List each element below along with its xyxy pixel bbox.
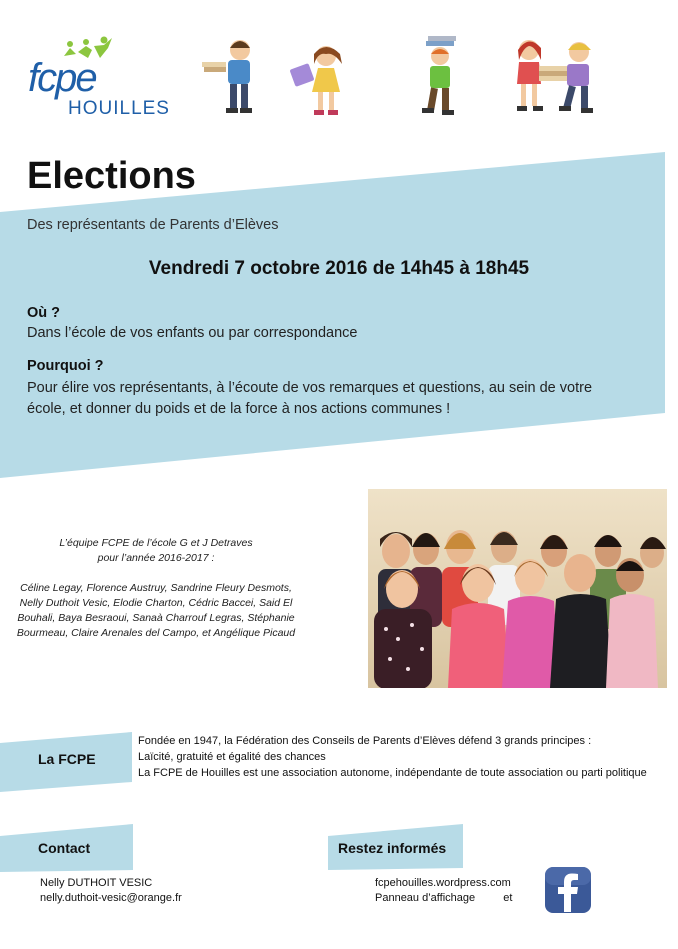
- fcpe-description: [138, 733, 647, 781]
- fcpe-section-label: La FCPE: [38, 751, 96, 767]
- team-heading: [6, 536, 306, 566]
- blog-link[interactable]: fcpehouilles.wordpress.com: [375, 877, 511, 889]
- child-reading-illustration: [200, 36, 260, 120]
- fcpe-description-line3: La FCPE de Houilles est une association autonome, indépendante de toute association ou parti politique: [138, 767, 647, 779]
- where-question: Où ?: [27, 305, 61, 321]
- logo-houilles: HOUILLES: [68, 98, 170, 119]
- where-answer: Dans l’école de vos enfants ou par correspondance: [27, 325, 358, 341]
- fcpe-description-line1: Fondée en 1947, la Fédération des Conseils de Parents d’Elèves défend 3 grands principes :: [138, 735, 592, 747]
- why-answer-line2: école, et donner du poids et de la force à nos actions communes !: [27, 401, 451, 417]
- contact-name: Nelly DUTHOIT VESIC: [40, 877, 153, 889]
- contact-section-label: Contact: [38, 840, 91, 856]
- team-heading-line1: L’équipe FCPE de l’école G et J Detraves: [59, 537, 253, 549]
- page-title: Elections: [27, 155, 196, 197]
- election-date: Vendredi 7 octobre 2016 de 14h45 à 18h45: [148, 258, 530, 279]
- facebook-icon[interactable]: [544, 866, 592, 914]
- team-members: [6, 581, 306, 641]
- contact-email[interactable]: nelly.duthoit-vesic@orange.fr: [40, 892, 182, 904]
- notice-board-label: Panneau d’affichage: [375, 892, 476, 904]
- and-text: et: [503, 892, 513, 904]
- why-question: Pourquoi ?: [27, 358, 104, 374]
- children-carrying-books-illustration: [505, 36, 600, 120]
- page-subtitle: Des représentants de Parents d’Elèves: [27, 217, 279, 233]
- child-girl-illustration: [290, 44, 350, 118]
- team-members-line2: Nelly Duthoit Vesic, Elodie Charton, Cédric Baccei, Said El: [19, 597, 293, 609]
- why-answer: [27, 378, 647, 420]
- team-block: [6, 536, 306, 641]
- team-members-line1: Céline Legay, Florence Austruy, Sandrine Fleury Desmots,: [20, 582, 292, 594]
- team-photo: [368, 489, 667, 688]
- why-answer-line1: Pour élire vos représentants, à l’écoute de vos remarques et questions, au sein de votre: [27, 380, 593, 396]
- team-members-line4: Bourmeau, Claire Arenales del Campo, et Angélique Picaud: [16, 627, 296, 639]
- notice-board-text: [375, 892, 512, 904]
- fcpe-description-line2: Laïcité, gratuité et égalité des chances: [138, 751, 326, 763]
- child-books-illustration: [410, 36, 460, 120]
- logo-fcpe: fcpe: [28, 56, 96, 100]
- news-section-label: Restez informés: [338, 840, 447, 856]
- team-members-line3: Bouhali, Baya Besraoui, Sanaà Charrouf Legras, Stéphanie: [17, 612, 295, 624]
- team-heading-line2: pour l’année 2016-2017 :: [97, 552, 215, 564]
